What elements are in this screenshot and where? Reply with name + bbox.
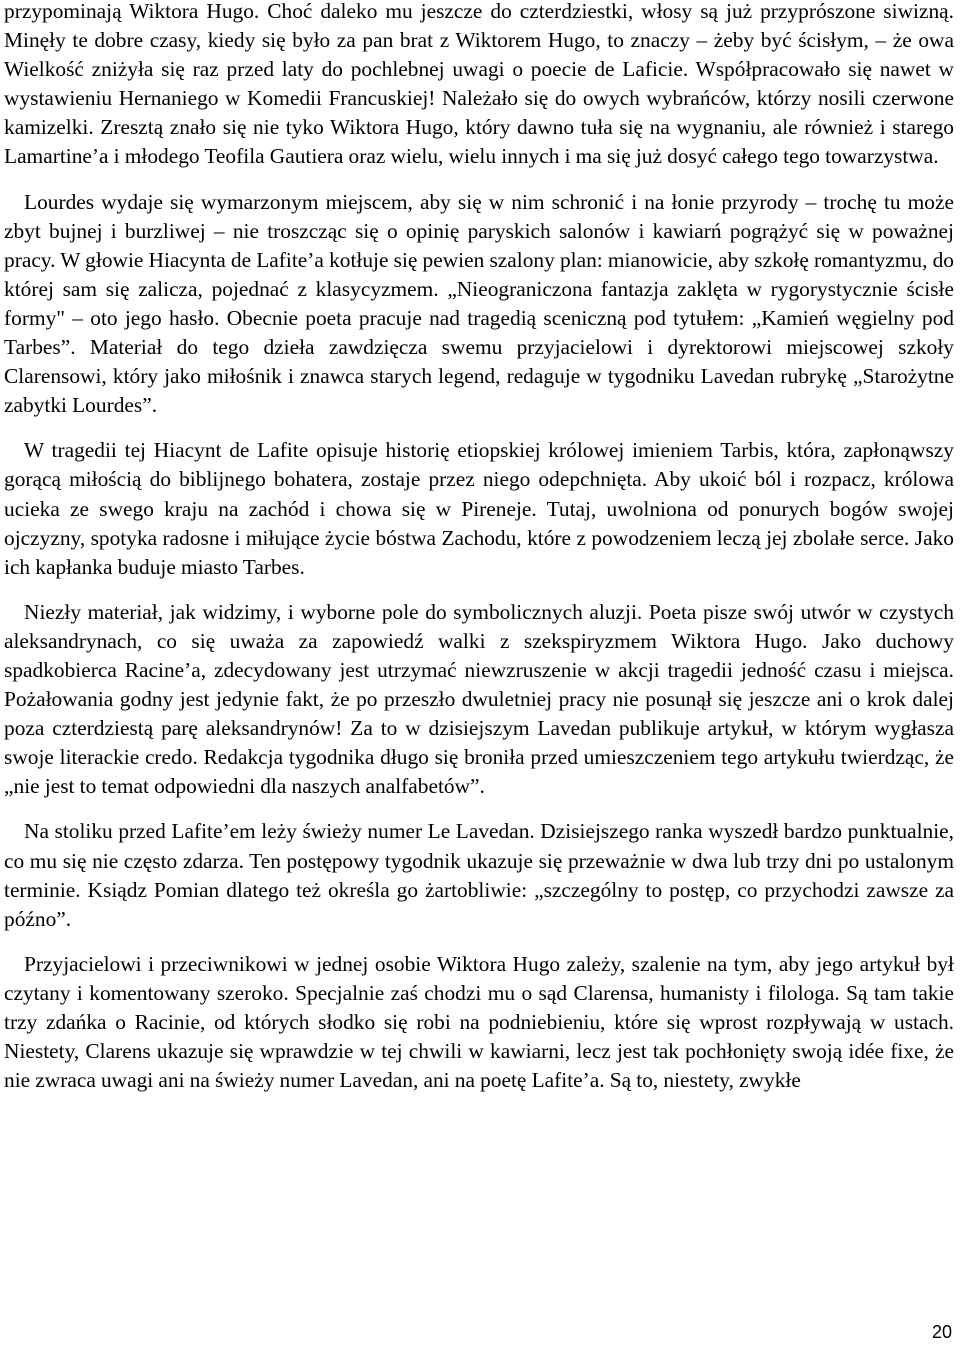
paragraph-4: Niezły materiał, jak widzimy, i wyborne pole do symbolicznych aluzji. Poeta pisze swój utwór w czystych aleksandrynach, co się uważa za zapowiedź walki z szekspiryzmem Wiktora Hugo. Jako duchowy spadkobierca Racine’a, zdecydowany jest utrzymać niewzruszenie w akcji tragedii jedność czasu i miejsca. Pożałowania godny jest jedynie fakt, że po przeszło dwuletniej pracy nie posunął się jeszcze ani o krok dalej poza czterdziestą parę aleksandrynów! Za to w dzisiejszym Lavedan publikuje artykuł, w którym wygłasza swoje literackie credo. Redakcja tygodnika długo się broniła przed umieszczeniem tego artykułu twierdząc, że „nie jest to temat odpowiedni dla naszych analfabetów”. xyxy=(4,599,954,799)
page-number: 20 xyxy=(931,1322,952,1342)
paragraph-6: Przyjacielowi i przeciwnikowi w jednej osobie Wiktora Hugo zależy, szalenie na tym, aby jego artykuł był czytany i komentowany szeroko. Specjalnie zaś chodzi mu o sąd Clarensa, humanisty i filologa. Są tam takie trzy zdańka o Racinie, od których słodko się robi na podniebieniu, które się wprost rozpływają w ustach. Niestety, Clarens ukazuje się wprawdzie w tej chwili w kawiarni, lecz jest tak pochłonięty swoją idée fixe, że nie zwraca uwagi ani na świeży numer Lavedan, ani na poetę Lafite’a. Są to, niestety, zwykłe xyxy=(4,951,954,1093)
paragraph-2: Lourdes wydaje się wymarzonym miejscem, aby się w nim schronić i na łonie przyrody – trochę tu może zbyt bujnej i burzliwej – nie troszcząc się o opinię paryskich salonów i kawiarń pogrążyć się w poważnej pracy. W głowie Hiacynta de Lafite’a kotłuje się pewien szalony plan: mianowicie, aby szkołę romantyzmu, do której sam się zalicza, pojednać z klasycyzmem. „Nieograniczona fantazja zaklęta w rygorystycznie ścisłe formy" – oto jego hasło. Obecnie poeta pracuje nad tragedią sceniczną pod tytułem: „Kamień węgielny pod Tarbes”. Materiał do tego dzieła zawdzięcza swemu przyjacielowi i dyrektorowi miejscowej szkoły Clarensowi, który jako miłośnik i znawca starych legend, redaguje w tygodniku Lavedan rubrykę „Starożytne zabytki Lourdes”. xyxy=(4,189,954,418)
paragraph-1: przypominają Wiktora Hugo. Choć daleko mu jeszcze do czterdziestki, włosy są już przyprószone siwizną. Minęły te dobre czasy, kiedy się było za pan brat z Wiktorem Hugo, to znaczy – żeby być ścisłym, – że owa Wielkość zniżyła się raz przed laty do pochlebnej uwagi o poecie de Laficie. Współpracowało się nawet w wystawieniu Hernaniego w Komedii Francuskiej! Należało się do owych wybrańców, którzy nosili czerwone kamizelki. Zresztą znało się nie tyko Wiktora Hugo, który dawno tuła się na wygnaniu, ale również i starego Lamartine’a i młodego Teofila Gautiera oraz wielu, wielu innych i ma się już dosyć całego tego towarzystwa. xyxy=(4,0,954,169)
document-page xyxy=(4,0,954,1111)
paragraph-5: Na stoliku przed Lafite’em leży świeży numer Le Lavedan. Dzisiejszego ranka wyszedł bardzo punktualnie, co mu się nie często zdarza. Ten postępowy tygodnik ukazuje się przeważnie w dwa lub trzy dni po ustalonym terminie. Ksiądz Pomian dlatego też określa go żartobliwie: „szczególny to postęp, co przychodzi zawsze za późno”. xyxy=(4,819,954,931)
paragraph-3: W tragedii tej Hiacynt de Lafite opisuje historię etiopskiej królowej imieniem Tarbis, która, zapłonąwszy gorącą miłością do biblijnego bohatera, zostaje przez niego odepchnięta. Aby ukoić ból i rozpacz, królowa ucieka ze swego kraju na zachód i chowa się w Pireneje. Tutaj, uwolniona od ponurych bogów swojej ojczyzny, spotyka radosne i miłujące życie bóstwa Zachodu, które z powodzeniem leczą jej zbolałe serce. Jako ich kapłanka buduje miasto Tarbes. xyxy=(4,438,954,579)
